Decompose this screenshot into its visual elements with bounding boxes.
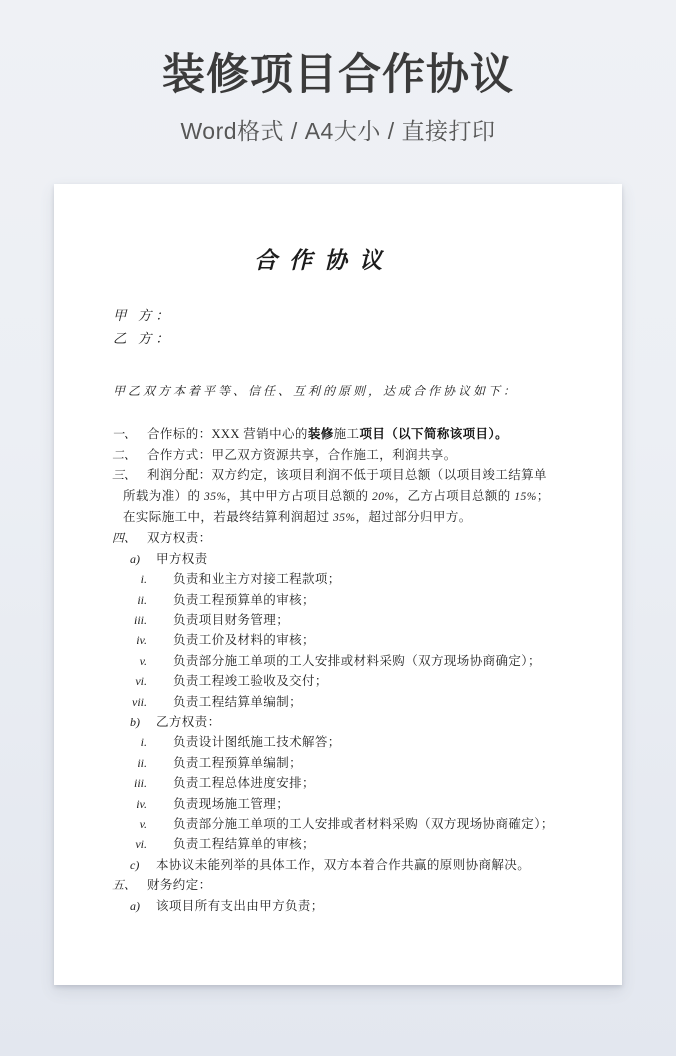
clause-row — [54, 528, 582, 548]
clause-row — [54, 671, 582, 691]
clause-text: 双方权责： — [147, 531, 212, 546]
clause-marker: iii. — [133, 776, 147, 791]
clause-text: 负责项目财务管理； — [173, 612, 290, 627]
clause-marker: vi. — [135, 837, 147, 852]
clause-text: 负责工程竣工验收及交付； — [173, 674, 328, 689]
clause-marker: a) — [130, 898, 140, 913]
clause-row — [54, 549, 582, 569]
clause-marker: b) — [130, 714, 140, 729]
clause-text: 负责工程预算单的审核； — [173, 592, 315, 607]
clause-text: 负责设计图纸施工技术解答； — [173, 735, 341, 750]
clause-text: 负责工程结算单编制； — [173, 694, 303, 709]
party-b-line: 乙 方： — [113, 331, 173, 347]
clause-row — [54, 610, 582, 630]
page-title: 装修项目合作协议 — [162, 51, 514, 99]
clause-marker: 五、 — [112, 878, 137, 893]
clause-text: 合作标的：XXX 营销中心的装修施工项目（以下简称该项目）。 — [147, 427, 508, 442]
clause-marker: i. — [140, 572, 147, 587]
clause-marker: 一、 — [112, 427, 137, 442]
clause-row — [54, 692, 582, 712]
clause-text: 合作方式：甲乙双方资源共享，合作施工，利润共享。 — [147, 447, 457, 462]
clause-text: 负责部分施工单项的工人安排或材料采购（双方现场协商确定）； — [173, 653, 541, 668]
clause-text: 所载为准）的 35%，其中甲方占项目总额的 20%，乙方占项目总额的 15%； — [123, 488, 550, 503]
clause-text: 乙方权责： — [156, 714, 221, 729]
clause-row — [54, 465, 582, 485]
clause-row — [54, 424, 582, 444]
clause-row — [54, 712, 582, 732]
clause-text: 负责现场施工管理； — [173, 796, 290, 811]
clause-row — [54, 855, 582, 875]
clause-marker: ii. — [137, 755, 147, 770]
clause-marker: iv. — [136, 796, 147, 811]
clause-row — [54, 753, 582, 773]
clause-text: 财务约定： — [147, 878, 212, 893]
clause-row — [54, 794, 582, 814]
clause-marker: iv. — [136, 633, 147, 648]
clause-text: 利润分配：双方约定，该项目利润不低于项目总额（以项目竣工结算单 — [147, 468, 547, 483]
doc-title: 合作协议 — [254, 248, 394, 274]
clause-marker: 三、 — [112, 468, 137, 483]
clause-row — [54, 773, 582, 793]
clause-row — [54, 630, 582, 650]
clause-marker: i. — [140, 735, 147, 750]
clause-marker: vii. — [132, 694, 147, 709]
clause-marker: iii. — [133, 612, 147, 627]
clause-marker: 四、 — [112, 531, 137, 546]
clause-text: 在实际施工中，若最终结算利润超过 35%，超过部分归甲方。 — [123, 509, 472, 524]
document-page — [54, 184, 622, 985]
clause-text: 负责工程总体进度安排； — [173, 776, 315, 791]
party-block — [54, 304, 582, 350]
clause-text: 负责工程结算单的审核； — [173, 837, 315, 852]
intro-paragraph: 甲乙双方本着平等、信任、互利的原则，达成合作协议如下： — [113, 384, 519, 399]
clause-row — [54, 486, 582, 507]
clause-text: 甲方权责 — [156, 551, 208, 566]
clause-marker: 二、 — [112, 447, 137, 462]
party-a-line: 甲 方： — [113, 308, 173, 324]
clause-text: 本协议未能列举的具体工作，双方本着合作共赢的原则协商解决。 — [156, 857, 531, 872]
clause-row — [54, 732, 582, 752]
clause-text: 负责部分施工单项的工人安排或者材料采购（双方现场协商確定）； — [173, 817, 554, 832]
clause-row — [54, 875, 582, 895]
clause-marker: a) — [130, 551, 140, 566]
clause-marker: ii. — [137, 592, 147, 607]
preview-header — [0, 0, 676, 146]
clause-row — [54, 569, 582, 589]
clause-marker: v. — [139, 817, 147, 832]
format-subtitle: Word格式 / A4大小 / 直接打印 — [180, 118, 496, 145]
clause-marker: v. — [139, 653, 147, 668]
clause-row — [54, 834, 582, 854]
clause-row — [54, 507, 582, 528]
clause-row — [54, 445, 582, 465]
clause-text: 该项目所有支出由甲方负责； — [156, 898, 324, 913]
clause-text: 负责工价及材料的审核； — [173, 633, 315, 648]
clause-marker: vi. — [135, 674, 147, 689]
clause-marker: c) — [130, 857, 140, 872]
clause-text: 负责工程预算单编制； — [173, 755, 303, 770]
clause-row — [54, 590, 582, 610]
clause-text: 负责和业主方对接工程款项； — [173, 572, 341, 587]
clause-row — [54, 896, 582, 916]
clause-list — [54, 424, 582, 916]
clause-row — [54, 814, 582, 834]
clause-row — [54, 651, 582, 671]
